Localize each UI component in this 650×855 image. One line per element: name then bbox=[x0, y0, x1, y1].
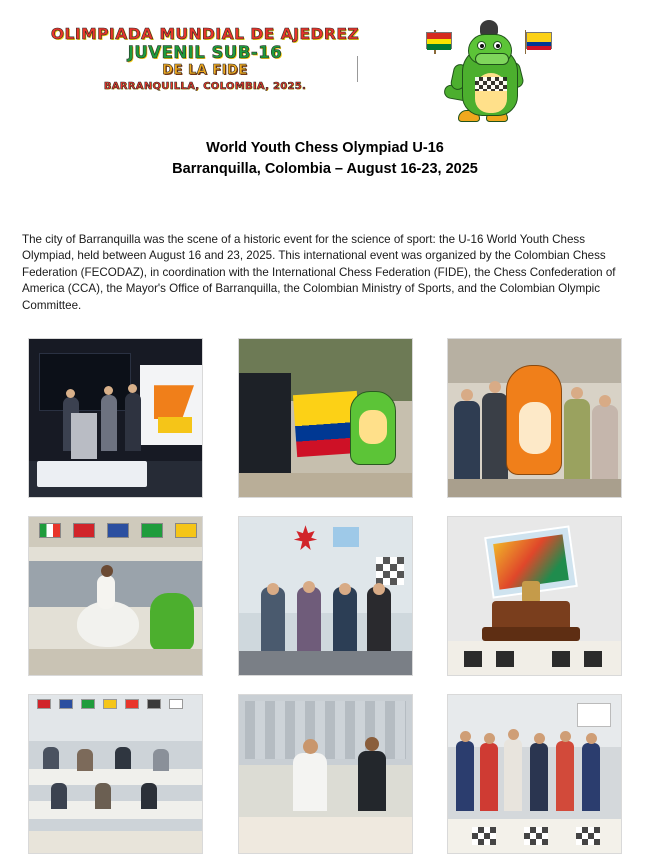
photo-trophy-display bbox=[447, 516, 622, 676]
photo-playing-hall bbox=[28, 694, 203, 854]
mascot-chessboard-pattern bbox=[475, 77, 507, 91]
mascot-snout bbox=[475, 53, 509, 65]
logo-line-3: DE LA FIDE bbox=[162, 62, 248, 78]
logo-line-4: BARRANQUILLA, COLOMBIA, 2025. bbox=[103, 81, 307, 93]
logo-line-2: JUVENIL SUB-16 bbox=[127, 43, 283, 63]
crocodile-mascot-icon bbox=[430, 20, 550, 124]
photo-row-2 bbox=[28, 516, 622, 676]
photo-row-1 bbox=[28, 338, 622, 498]
photo-speaker-at-table bbox=[238, 694, 413, 854]
page-title-line-2: Barranquilla, Colombia – August 16-23, 2025 bbox=[172, 161, 478, 178]
photo-colombian-flag-and-mascot bbox=[238, 338, 413, 498]
colombia-flag-icon bbox=[526, 32, 552, 49]
page-header bbox=[0, 0, 650, 120]
bolivia-flag-icon bbox=[426, 32, 452, 49]
photo-row-3 bbox=[28, 694, 622, 854]
event-logo bbox=[40, 18, 370, 93]
body-paragraph: The city of Barranquilla was the scene of a historic event for the science of sport: the U-16 World Youth Chess Olympiad, held between August 16 and 23, 2025. This international event was organized by the Colombian Chess Federation (FECODAZ), in coordination with the International Chess Federation (FIDE), the Chess Confederation of America (CCA), the Mayor's Office of Barranquilla, the Colombian Ministry of Sports, and the Colombian Olympic Committee. bbox=[22, 233, 616, 312]
page-title-line-1: World Youth Chess Olympiad U-16 bbox=[206, 140, 444, 156]
mascot-block bbox=[370, 18, 610, 124]
mascot-eye-right bbox=[493, 41, 502, 50]
photo-group-with-mascot bbox=[447, 338, 622, 498]
mascot-head bbox=[468, 34, 512, 64]
photo-gallery bbox=[0, 338, 650, 854]
photo-team-photo bbox=[447, 694, 622, 854]
photo-officials-on-stage bbox=[238, 516, 413, 676]
page-title bbox=[0, 138, 650, 180]
photo-folk-dancer-with-flags bbox=[28, 516, 203, 676]
mascot-eye-left bbox=[477, 41, 486, 50]
photo-opening-ceremony-stage bbox=[28, 338, 203, 498]
logo-line-1: OLIMPIADA MUNDIAL DE AJEDREZ bbox=[50, 25, 360, 43]
logo-divider bbox=[357, 56, 358, 82]
